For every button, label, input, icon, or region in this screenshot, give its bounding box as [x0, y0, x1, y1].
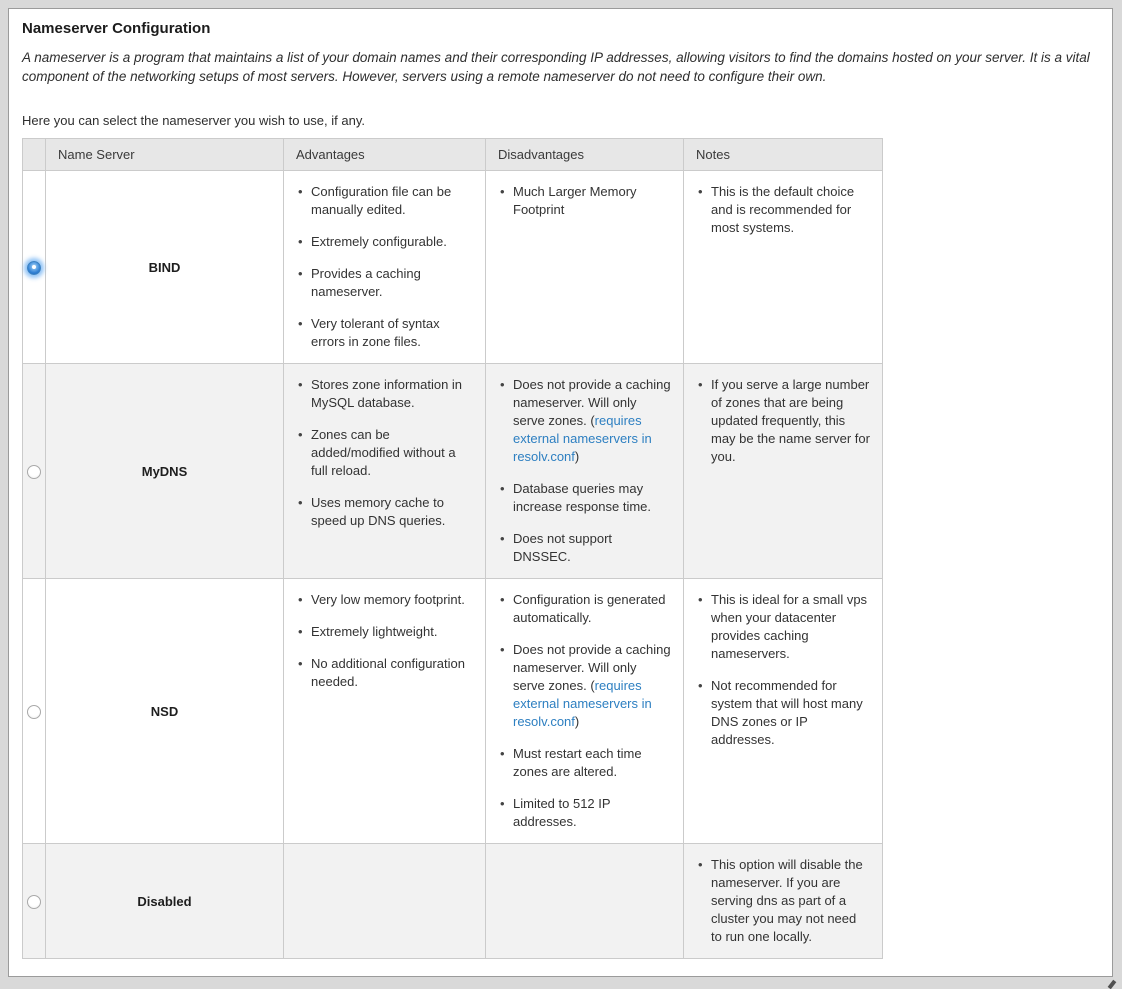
notes-cell [684, 364, 883, 579]
table-row-bind [23, 171, 883, 364]
bullet-list [696, 376, 870, 466]
bullet-item: • Very tolerant of syntax errors in zone files. [296, 315, 473, 351]
nameserver-radio-disabled[interactable] [27, 895, 41, 909]
bullet-item: • Does not provide a caching nameserver. Will only serve zones. (requires external nameservers in resolv.conf) [498, 641, 671, 731]
notes-cell [684, 171, 883, 364]
bullet-item: • Very low memory footprint. [296, 591, 473, 609]
bullet-item: • Database queries may increase response time. [498, 480, 671, 516]
nameserver-radio-bind[interactable] [27, 261, 41, 275]
intro-text: A nameserver is a program that maintains a list of your domain names and their corresponding IP addresses, allowing visitors to find the domains hosted on your server. It is a vital component of the networking setups of most servers. However, servers using a remote nameserver do not need to configure their own. [22, 50, 1090, 84]
table-row-mydns [23, 364, 883, 579]
bullet-item: • This is the default choice and is recommended for most systems. [696, 183, 870, 237]
content-panel [8, 8, 1113, 977]
bullet-item: • Uses memory cache to speed up DNS queries. [296, 494, 473, 530]
bullet-item: • Configuration file can be manually edited. [296, 183, 473, 219]
bullet-list [296, 183, 473, 351]
bullet-item: • Zones can be added/modified without a full reload. [296, 426, 473, 480]
notes-cell [684, 844, 883, 959]
bullet-item: • No additional configuration needed. [296, 655, 473, 691]
header-notes: Notes [684, 139, 883, 171]
header-disadvantages: Disadvantages [486, 139, 684, 171]
resolv-conf-link[interactable]: requires external nameservers in resolv.conf [513, 678, 652, 729]
header-advantages: Advantages [284, 139, 486, 171]
disadvantages-cell [486, 364, 684, 579]
nameserver-name: BIND [46, 171, 284, 364]
bullet-list [296, 376, 473, 530]
bullet-item: • Limited to 512 IP addresses. [498, 795, 671, 831]
advantages-cell [284, 579, 486, 844]
bullet-list [696, 856, 870, 946]
table-header-row [23, 139, 883, 171]
table-row-disabled [23, 844, 883, 959]
radio-cell [23, 364, 46, 579]
bullet-item: • Does not support DNSSEC. [498, 530, 671, 566]
bullet-list [498, 376, 671, 566]
header-radio-column [23, 139, 46, 171]
nameserver-name: NSD [46, 579, 284, 844]
page-title: Nameserver Configuration [22, 20, 211, 37]
bullet-list [696, 183, 870, 237]
disadvantages-cell [486, 171, 684, 364]
instruction-text: Here you can select the nameserver you wish to use, if any. [22, 113, 365, 128]
bullet-list [498, 591, 671, 831]
table-body [23, 171, 883, 959]
bullet-list [498, 183, 671, 219]
bullet-item: • Not recommended for system that will host many DNS zones or IP addresses. [696, 677, 870, 749]
bullet-item: • Must restart each time zones are altered. [498, 745, 671, 781]
bullet-item: • Much Larger Memory Footprint [498, 183, 671, 219]
nameserver-name: Disabled [46, 844, 284, 959]
bullet-item: • Provides a caching nameserver. [296, 265, 473, 301]
bullet-item: • Extremely lightweight. [296, 623, 473, 641]
bullet-item: • Stores zone information in MySQL database. [296, 376, 473, 412]
advantages-cell [284, 364, 486, 579]
bullet-item: • Extremely configurable. [296, 233, 473, 251]
bullet-list [296, 591, 473, 691]
notes-cell [684, 579, 883, 844]
bullet-item: • This is ideal for a small vps when your datacenter provides caching nameservers. [696, 591, 870, 663]
header-name-server: Name Server [46, 139, 284, 171]
nameserver-radio-nsd[interactable] [27, 705, 41, 719]
table-row-nsd [23, 579, 883, 844]
advantages-cell [284, 844, 486, 959]
bullet-item: • This option will disable the nameserver. If you are serving dns as part of a cluster you may not need to run one locally. [696, 856, 870, 946]
bullet-item: • Does not provide a caching nameserver. Will only serve zones. (requires external nameservers in resolv.conf) [498, 376, 671, 466]
advantages-cell [284, 171, 486, 364]
radio-cell [23, 579, 46, 844]
nameserver-table [22, 138, 883, 959]
bullet-list [696, 591, 870, 749]
nameserver-radio-mydns[interactable] [27, 465, 41, 479]
disadvantages-cell [486, 844, 684, 959]
scrollbar-corner-mark [1108, 980, 1117, 989]
disadvantages-cell [486, 579, 684, 844]
bullet-item: • Configuration is generated automatically. [498, 591, 671, 627]
resolv-conf-link[interactable]: requires external nameservers in resolv.conf [513, 413, 652, 464]
radio-cell [23, 844, 46, 959]
nameserver-name: MyDNS [46, 364, 284, 579]
bullet-item: • If you serve a large number of zones that are being updated frequently, this may be the name server for you. [696, 376, 870, 466]
radio-cell [23, 171, 46, 364]
